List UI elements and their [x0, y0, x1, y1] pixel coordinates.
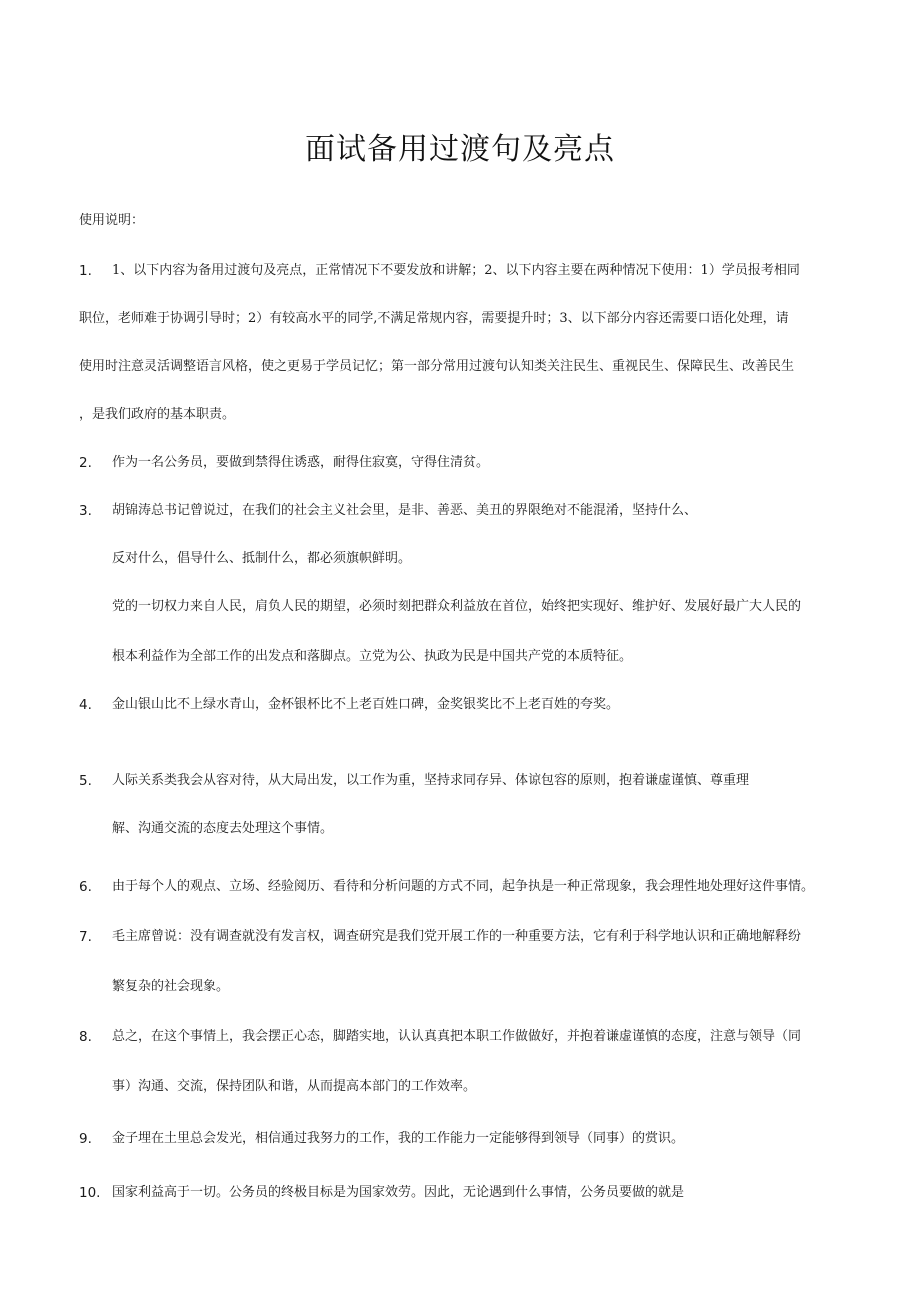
paragraph-line: 人际关系类我会从容对待，从大局出发，以工作为重，坚持求同存异、体谅包容的原则，抱着谦虚谨慎、尊重理 [112, 773, 750, 788]
paragraph-line: 金子埋在土里总会发光，相信通过我努力的工作，我的工作能力一定能够得到领导（同事）的赏识。 [112, 1131, 685, 1146]
paragraph-line: 1、以下内容为备用过渡句及亮点，正常情况下不要发放和讲解；2、以下内容主要在两种情况下使用：1）学员报考相同 [112, 263, 800, 278]
item-number: 2. [79, 455, 92, 471]
item-number: 9. [79, 1131, 92, 1147]
paragraph-line: 事）沟通、交流，保持团队和谐，从而提高本部门的工作效率。 [112, 1079, 477, 1094]
paragraph-line: 反对什么，倡导什么、抵制什么，都必须旗帜鲜明。 [112, 551, 412, 566]
item-number: 5. [79, 773, 92, 789]
paragraph-line: 使用时注意灵活调整语言风格，使之更易于学员记忆；第一部分常用过渡句认知类关注民生、重视民生、保障民生、改善民生 [79, 359, 795, 374]
paragraph-line: 职位，老师难于协调引导时；2）有较高水平的同学,不满足常规内容，需要提升时；3、以下部分内容还需要口语化处理，请 [79, 311, 789, 326]
page-title: 面试备用过渡句及亮点 [305, 132, 615, 167]
paragraph-line: 金山银山比不上绿水青山，金杯银杯比不上老百姓口碑，金奖银奖比不上老百姓的夸奖。 [112, 697, 620, 712]
paragraph-line: 胡锦涛总书记曾说过，在我们的社会主义社会里，是非、善恶、美丑的界限绝对不能混淆，坚持什么、 [112, 503, 698, 518]
paragraph-line: 国家利益高于一切。公务员的终极目标是为国家效劳。因此，无论遇到什么事情，公务员要做的就是 [112, 1185, 685, 1200]
item-number: 7. [79, 929, 92, 945]
paragraph-line: ，是我们政府的基本职责。 [79, 407, 236, 422]
paragraph-line: 党的一切权力来自人民，肩负人民的期望，必须时刻把群众利益放在首位，始终把实现好、维护好、发展好最广大人民的 [112, 599, 802, 614]
usage-label: 使用说明： [79, 213, 145, 228]
paragraph-line: 毛主席曾说：没有调查就没有发言权，调查研究是我们党开展工作的一种重要方法，它有利于科学地认识和正确地解释纷 [112, 929, 802, 944]
paragraph-line: 作为一名公务员，要做到禁得住诱惑，耐得住寂寞，守得住清贫。 [112, 455, 490, 470]
item-number: 4. [79, 697, 92, 713]
item-number: 8. [79, 1029, 92, 1045]
paragraph-line: 总之，在这个事情上，我会摆正心态，脚踏实地，认认真真把本职工作做做好，并抱着谦虚谨慎的态度，注意与领导（同 [112, 1029, 802, 1044]
item-number: 3. [79, 503, 92, 519]
paragraph-line: 解、沟通交流的态度去处理这个事情。 [112, 821, 334, 836]
item-number: 6. [79, 879, 92, 895]
item-number: 10. [79, 1185, 101, 1201]
paragraph-line: 根本利益作为全部工作的出发点和落脚点。立党为公、执政为民是中国共产党的本质特征。 [112, 649, 633, 664]
item-number: 1. [79, 263, 92, 279]
paragraph-line: 繁复杂的社会现象。 [112, 979, 230, 994]
paragraph-line: 由于每个人的观点、立场、经验阅历、看待和分析问题的方式不同，起争执是一种正常现象，我会理性地处理好这件事情。 [112, 879, 815, 894]
